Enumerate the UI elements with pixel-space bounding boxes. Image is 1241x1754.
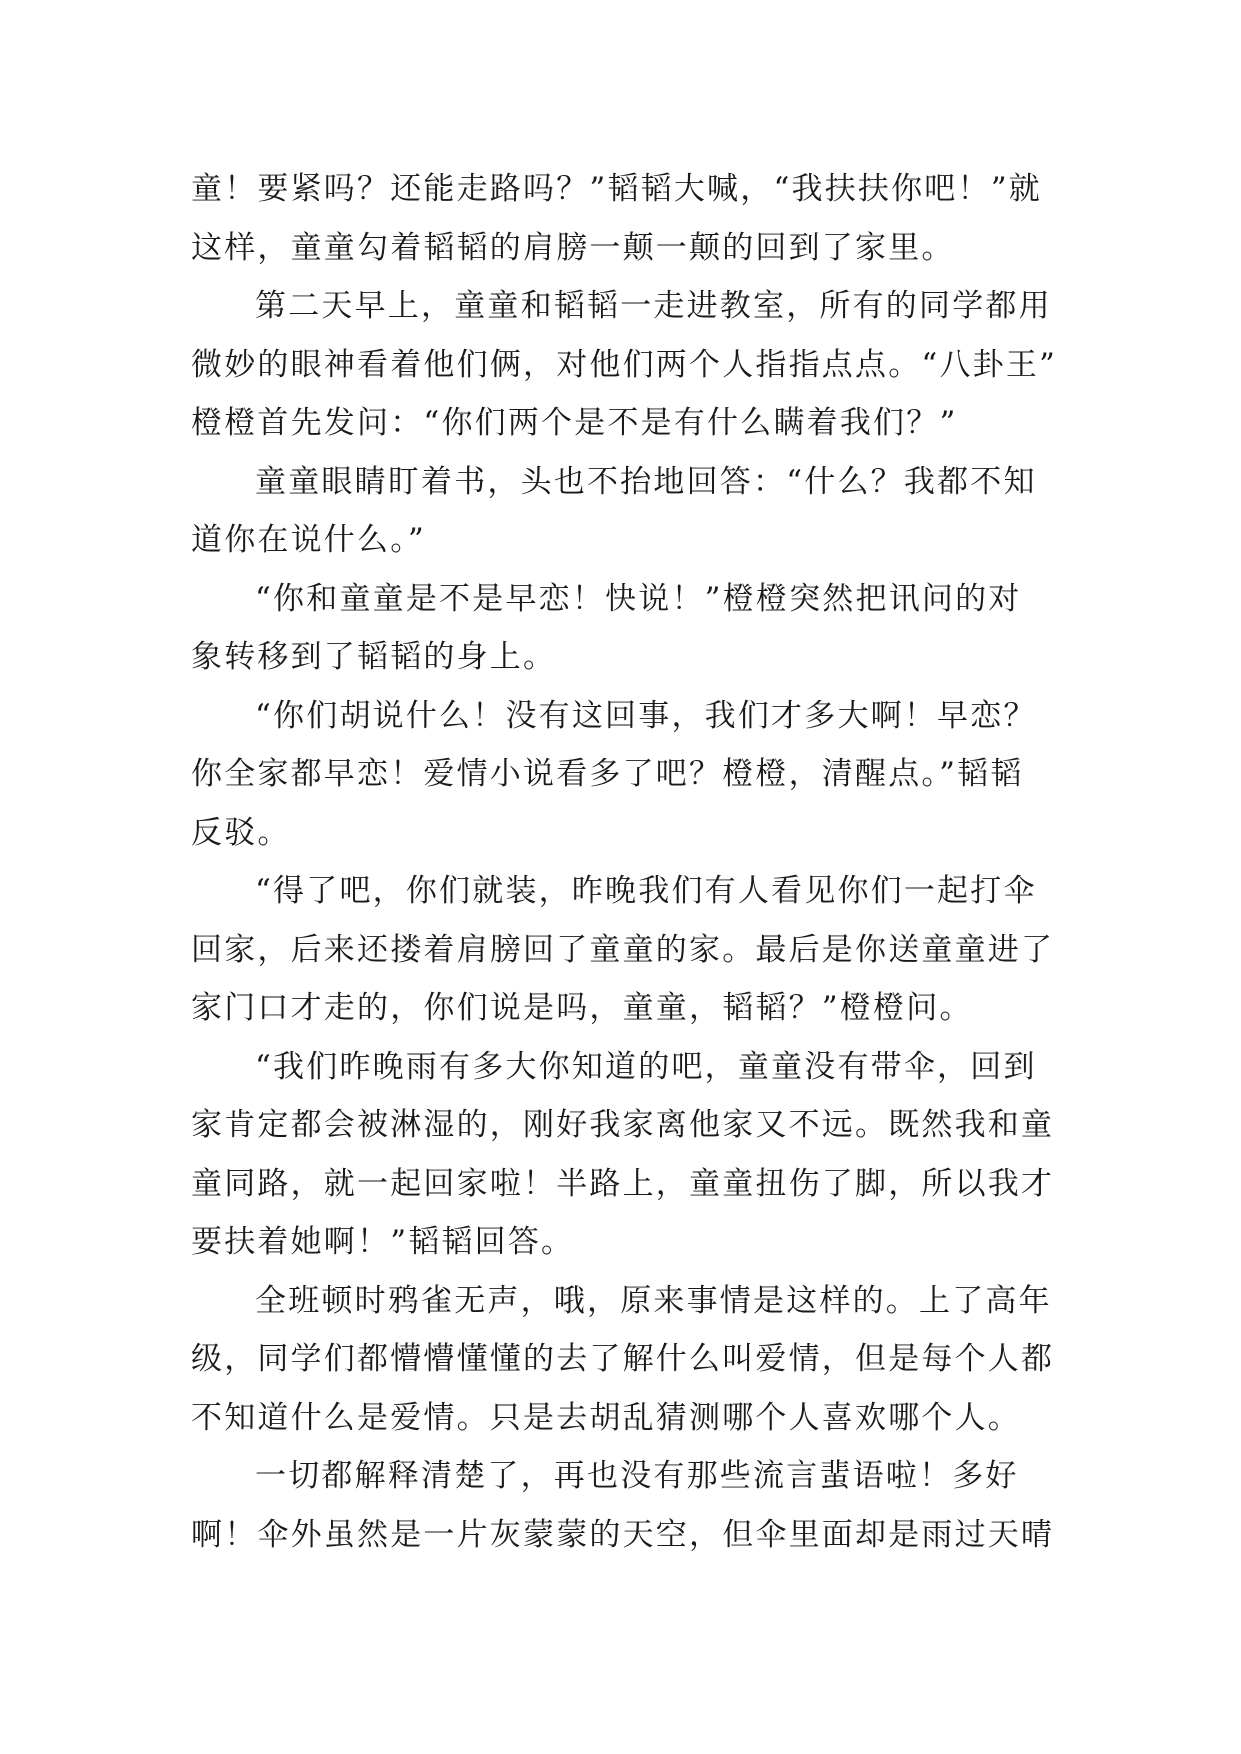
- text-line: 家肯定都会被淋湿的，刚好我家离他家又不远。既然我和童: [191, 1107, 1055, 1143]
- text-line: 这样，童童勾着韬韬的肩膀一颠一颠的回到了家里。: [191, 229, 955, 266]
- text-line: “你们胡说什么！没有这回事，我们才多大啊！早恋？: [255, 697, 1037, 734]
- text-line: 第二天早上，童童和韬韬一走进教室，所有的同学都用: [255, 288, 1052, 324]
- text-line: 一切都解释清楚了，再也没有那些流言蜚语啦！多好: [255, 1458, 1019, 1494]
- text-line: 微妙的眼神看着他们俩，对他们两个人指指点点。“八卦王”: [191, 346, 1058, 383]
- document-body: [191, 160, 1058, 1564]
- text-line: 童同路，就一起回家啦！半路上，童童扭伤了脚，所以我才: [191, 1165, 1055, 1202]
- text-line: 道你在说什么。”: [191, 522, 426, 558]
- text-line: 要扶着她啊！”韬韬回答。: [191, 1224, 575, 1260]
- text-line: 反驳。: [191, 814, 291, 851]
- text-line: 家门口才走的，你们说是吗，童童，韬韬？”橙橙问。: [191, 990, 973, 1026]
- text-line: 不知道什么是爱情。只是去胡乱猜测哪个人喜欢哪个人。: [191, 1399, 1021, 1436]
- text-line: 橙橙首先发问：“你们两个是不是有什么瞒着我们？”: [191, 405, 958, 441]
- text-line: 你全家都早恋！爱情小说看多了吧？橙橙，清醒点。”韬韬: [191, 756, 1024, 792]
- text-line: 童！要紧吗？还能走路吗？”韬韬大喊，“我扶扶你吧！”就: [191, 171, 1042, 207]
- text-line: 童童眼睛盯着书，头也不抬地回答：“什么？我都不知: [255, 463, 1037, 500]
- text-line: 级，同学们都懵懵懂懂的去了解什么叫爱情，但是每个人都: [191, 1341, 1055, 1377]
- text-line: 象转移到了韬韬的身上。: [191, 639, 557, 675]
- text-line: “你和童童是不是早恋！快说！”橙橙突然把讯问的对: [255, 580, 1022, 617]
- text-line: 啊！伞外虽然是一片灰蒙蒙的天空，但伞里面却是雨过天晴: [191, 1516, 1055, 1553]
- text-line: “得了吧，你们就装，昨晚我们有人看见你们一起打伞: [255, 873, 1037, 909]
- text-line: 全班顿时鸦雀无声，哦，原来事情是这样的。上了高年: [255, 1282, 1052, 1319]
- text-line: “我们昨晚雨有多大你知道的吧，童童没有带伞，回到: [255, 1048, 1037, 1085]
- text-line: 回家，后来还搂着肩膀回了童童的家。最后是你送童童进了: [191, 931, 1055, 968]
